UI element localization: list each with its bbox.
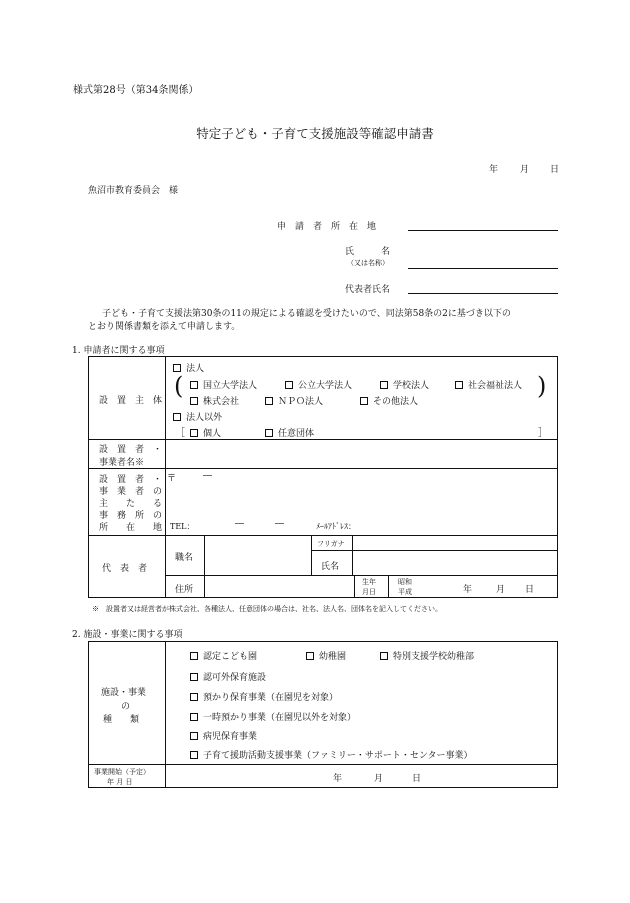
address-label-5: 所 在 地 — [99, 523, 163, 533]
applicant-address-label: 申 請 者 所 在 地 — [277, 222, 377, 232]
applicant-name-sub: （又は名称） — [347, 259, 389, 267]
rep-name-field[interactable] — [353, 551, 557, 575]
tel-label: TEL： — [170, 522, 195, 531]
address-label-1: 設 置 者 ・ — [99, 475, 163, 485]
type-extended-care[interactable]: 預かり保育事業（在園児を対象） — [190, 690, 338, 703]
applicant-name-label: 氏 名 — [345, 247, 391, 257]
corp-school[interactable]: 学校法人 — [380, 378, 429, 391]
postal-mark: 〒 — [167, 474, 177, 484]
bracket-left: ( — [174, 372, 184, 400]
rep-name-label: 氏名 — [321, 562, 340, 572]
start-year: 年 — [333, 774, 343, 784]
type-temporary-care[interactable]: 一時預かり事業（在園児以外を対象） — [190, 710, 356, 723]
residence-label: 住所 — [175, 585, 194, 595]
applicant-name-line[interactable] — [408, 268, 558, 269]
applicant-rep-line[interactable] — [408, 293, 558, 294]
form-number: 様式第28号（第34条関係） — [73, 85, 199, 96]
furigana-label: フリガナ — [317, 540, 345, 548]
section1-note: ※ 設置者又は経営者が株式会社、各種法人、任意団体の場合は、社名、法人名、団体名を記入してください。 — [92, 605, 442, 613]
corp-welfare[interactable]: 社会福祉法人 — [455, 378, 522, 391]
birth-day: 日 — [525, 585, 535, 595]
era-heisei: 平成 — [398, 588, 412, 596]
start-month: 月 — [374, 774, 384, 784]
bracket-left-2: ［ — [175, 428, 185, 439]
birth-month: 月 — [496, 585, 506, 595]
section1-heading: 1. 申請者に関する事項 — [72, 346, 165, 356]
tel-dash-1: ― — [235, 519, 244, 529]
rep-label: 代 表 者 — [102, 564, 148, 574]
date-month: 月 — [520, 165, 530, 175]
address-label-2: 事 業 者 の — [99, 487, 163, 497]
applicant-address-line[interactable] — [408, 230, 558, 231]
form-title: 特定子ども・子育て支援施設等確認申請書 — [196, 126, 434, 141]
applicant-rep-label: 代表者氏名 — [345, 285, 391, 295]
checkbox[interactable] — [173, 364, 181, 372]
birth-year: 年 — [463, 585, 473, 595]
corp-company[interactable]: 株式会社 — [190, 394, 239, 407]
start-label-2: 年 月 日 — [107, 778, 133, 786]
corp-national-univ[interactable]: 国立大学法人 — [190, 378, 257, 391]
address-label-3: 主 た る — [99, 499, 163, 509]
section2-heading: 2. 施設・事業に関する事項 — [72, 630, 183, 640]
type-sick-child[interactable]: 病児保育事業 — [190, 729, 257, 742]
non-corp-group[interactable]: 任意団体 — [265, 426, 314, 439]
birth-label-2: 月日 — [362, 588, 376, 596]
intro-line-1: 子ども・子育て支援法第30条の11の規定による確認を受けたいので、同法第58条の2に基づき以下の — [102, 309, 511, 319]
non-corp-option[interactable]: 法人以外 — [173, 410, 222, 423]
mail-label: ﾒｰﾙｱﾄﾞﾚｽ： — [316, 522, 356, 531]
start-day: 日 — [412, 774, 422, 784]
address-label-4: 事 務 所 の — [99, 511, 163, 521]
corp-npo[interactable]: ＮＰＯ法人 — [265, 394, 323, 407]
job-title-label: 職名 — [175, 553, 194, 563]
date-day: 日 — [550, 165, 560, 175]
tel-dash-2: ― — [275, 519, 284, 529]
job-title-field[interactable] — [205, 536, 311, 575]
founder-label: 設 置 主 体 — [99, 396, 163, 406]
date-year: 年 — [489, 165, 499, 175]
type-label-3: 種 類 — [103, 715, 140, 725]
corp-other[interactable]: その他法人 — [360, 394, 418, 407]
corp-public-univ[interactable]: 公立大学法人 — [285, 378, 352, 391]
start-label-1: 事業開始（予定） — [94, 768, 150, 776]
addressee: 魚沼市教育委員会 様 — [88, 186, 179, 196]
era-showa: 昭和 — [398, 578, 412, 586]
birth-label-1: 生年 — [362, 578, 376, 586]
founder-name-field[interactable] — [166, 440, 557, 468]
type-kindergarten[interactable]: 幼稚園 — [306, 649, 346, 662]
founder-name-label-1: 設 置 者 ・ — [99, 445, 163, 455]
type-label-2: の — [121, 702, 131, 712]
corp-label: 法人 — [186, 364, 205, 374]
founder-name-label-2: 事業者名※ — [99, 458, 145, 468]
non-corp-individual[interactable]: 個人 — [190, 426, 221, 439]
type-special-support[interactable]: 特別支援学校幼稚部 — [380, 649, 474, 662]
intro-line-2: とおり関係書類を添えて申請します。 — [88, 322, 241, 332]
type-certified-childcare[interactable]: 認定こども園 — [190, 649, 257, 662]
bracket-right: ) — [537, 372, 547, 400]
bracket-right-2: ］ — [538, 428, 548, 439]
type-family-support[interactable]: 子育て援助活動支援事業（ファミリー・サポート・センター事業） — [190, 748, 472, 761]
type-unlicensed[interactable]: 認可外保育施設 — [190, 670, 266, 683]
type-label-1: 施設・事業 — [101, 688, 147, 698]
postal-dash: ― — [203, 471, 212, 481]
